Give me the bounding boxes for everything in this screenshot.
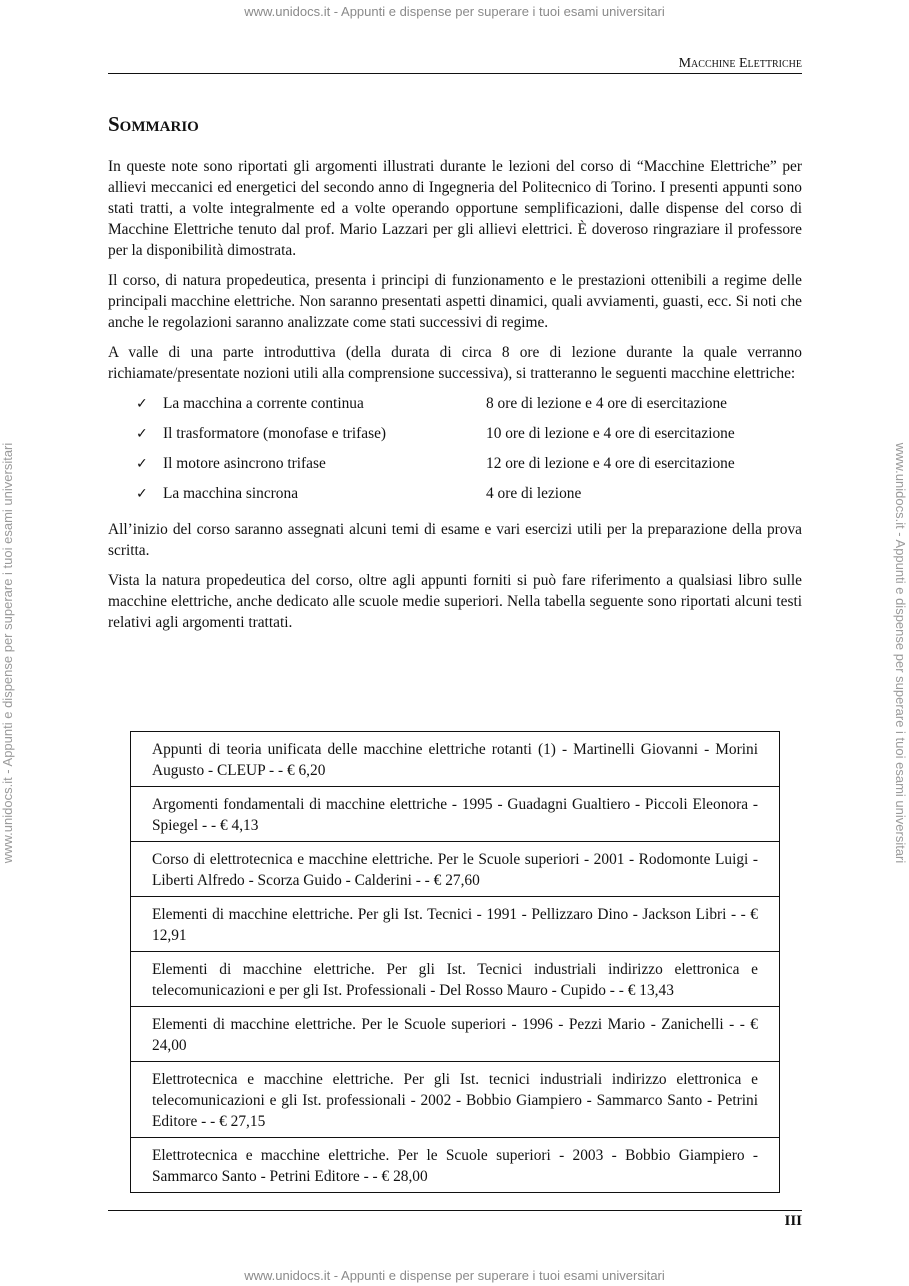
book-entry: Elettrotecnica e macchine elettriche. Per gli Ist. tecnici industriali indirizzo elettronica e telecomunicazioni e gli Ist. professionali - 2002 - Bobbio Giampiero - Sammarco Santo - Petrini Editore - - € 27,15 xyxy=(131,1062,780,1138)
book-entry: Corso di elettrotecnica e macchine elettriche. Per le Scuole superiori - 2001 - Rodomonte Luigi - Liberti Alfredo - Scorza Guido - Calderini - - € 27,60 xyxy=(131,842,780,897)
table-row xyxy=(131,897,780,952)
list-item xyxy=(108,483,802,513)
book-table xyxy=(130,731,780,1193)
table-row xyxy=(131,952,780,1007)
watermark-top: www.unidocs.it - Appunti e dispense per superare i tuoi esami universitari xyxy=(244,4,665,19)
machine-hours: 10 ore di lezione e 4 ore di esercitazione xyxy=(486,425,735,442)
table-row xyxy=(131,787,780,842)
table-row xyxy=(131,842,780,897)
machine-hours: 8 ore di lezione e 4 ore di esercitazione xyxy=(486,395,728,412)
topics-paragraph: A valle di una parte introduttiva (della durata di circa 8 ore di lezione durante la quale verranno richiamate/presentate nozioni utili alla comprensione successiva), si tratteranno le seguenti macchine elettriche: xyxy=(108,344,802,382)
exam-paragraph: All’inizio del corso saranno assegnati alcuni temi di esame e vari esercizi utili per la preparazione della prova scritta. xyxy=(108,521,802,559)
checkmark-icon: ✓ xyxy=(136,396,148,412)
book-entry: Elementi di macchine elettriche. Per gli Ist. Tecnici industriali indirizzo elettronica e telecomunicazioni e per gli Ist. Professionali - Del Rosso Mauro - Cupido - - € 13,43 xyxy=(131,952,780,1007)
intro-paragraph: In queste note sono riportati gli argomenti illustrati durante le lezioni del corso di “Macchine Elettriche” per allievi meccanici ed energetici del secondo anno di Ingegneria del Politecnico di Torino. I presenti appunti sono stati tratti, a volte integralmente ed a volte operando opportune semplificazioni, dalle dispense del corso di Macchine Elettriche tenuto dal prof. Mario Lazzari per gli allievi elettrici. È doveroso ringraziare il professore per la disponibilità dimostrata. xyxy=(108,158,802,259)
book-entry: Elementi di macchine elettriche. Per le Scuole superiori - 1996 - Pezzi Mario - Zanichelli - - € 24,00 xyxy=(131,1007,780,1062)
checkmark-icon: ✓ xyxy=(136,426,148,442)
machine-name: La macchina sincrona xyxy=(163,485,299,502)
book-entry: Elettrotecnica e macchine elettriche. Per le Scuole superiori - 2003 - Bobbio Giampiero - Sammarco Santo - Petrini Editore - - € 28,00 xyxy=(131,1138,780,1193)
body-text xyxy=(108,156,802,642)
page-title: Sommario xyxy=(108,112,199,136)
machine-hours: 4 ore di lezione xyxy=(486,485,582,502)
table-row xyxy=(131,1138,780,1193)
machine-list xyxy=(108,393,802,513)
machine-name: Il trasformatore (monofase e trifase) xyxy=(163,425,387,442)
book-entry: Argomenti fondamentali di macchine elettriche - 1995 - Guadagni Gualtiero - Piccoli Eleonora - Spiegel - - € 4,13 xyxy=(131,787,780,842)
book-entry: Appunti di teoria unificata delle macchine elettriche rotanti (1) - Martinelli Giovanni - Morini Augusto - CLEUP - - € 6,20 xyxy=(131,732,780,787)
book-entry: Elementi di macchine elettriche. Per gli Ist. Tecnici - 1991 - Pellizzaro Dino - Jackson Libri - - € 12,91 xyxy=(131,897,780,952)
watermark-right: www.unidocs.it - Appunti e dispense per superare i tuoi esami universitari xyxy=(893,442,908,864)
checkmark-icon: ✓ xyxy=(136,456,148,472)
header-rule xyxy=(108,73,802,74)
list-item xyxy=(108,453,802,483)
list-item xyxy=(108,423,802,453)
table-row xyxy=(131,732,780,787)
table-row xyxy=(131,1007,780,1062)
running-header: Macchine Elettriche xyxy=(678,56,802,71)
course-paragraph: Il corso, di natura propedeutica, presenta i principi di funzionamento e le prestazioni ottenibili a regime delle principali macchine elettriche. Non saranno presentati aspetti dinamici, quali avviamenti, guasti, ecc. Si noti che anche le regolazioni saranno analizzate come stati successivi di regime. xyxy=(108,272,802,331)
list-item xyxy=(108,393,802,423)
page-number: III xyxy=(784,1213,802,1229)
checkmark-icon: ✓ xyxy=(136,486,148,502)
machine-hours: 12 ore di lezione e 4 ore di esercitazione xyxy=(486,455,735,472)
watermark-bottom: www.unidocs.it - Appunti e dispense per superare i tuoi esami universitari xyxy=(244,1268,665,1283)
books-intro-paragraph: Vista la natura propedeutica del corso, oltre agli appunti forniti si può fare riferimento a qualsiasi libro sulle macchine elettriche, anche dedicato alle scuole medie superiori. Nella tabella seguente sono riportati alcuni testi relativi agli argomenti trattati. xyxy=(108,572,802,631)
machine-name: Il motore asincrono trifase xyxy=(163,455,326,472)
table-row xyxy=(131,1062,780,1138)
footer-rule xyxy=(108,1210,802,1211)
machine-name: La macchina a corrente continua xyxy=(163,395,364,412)
watermark-left: www.unidocs.it - Appunti e dispense per superare i tuoi esami universitari xyxy=(0,442,15,864)
